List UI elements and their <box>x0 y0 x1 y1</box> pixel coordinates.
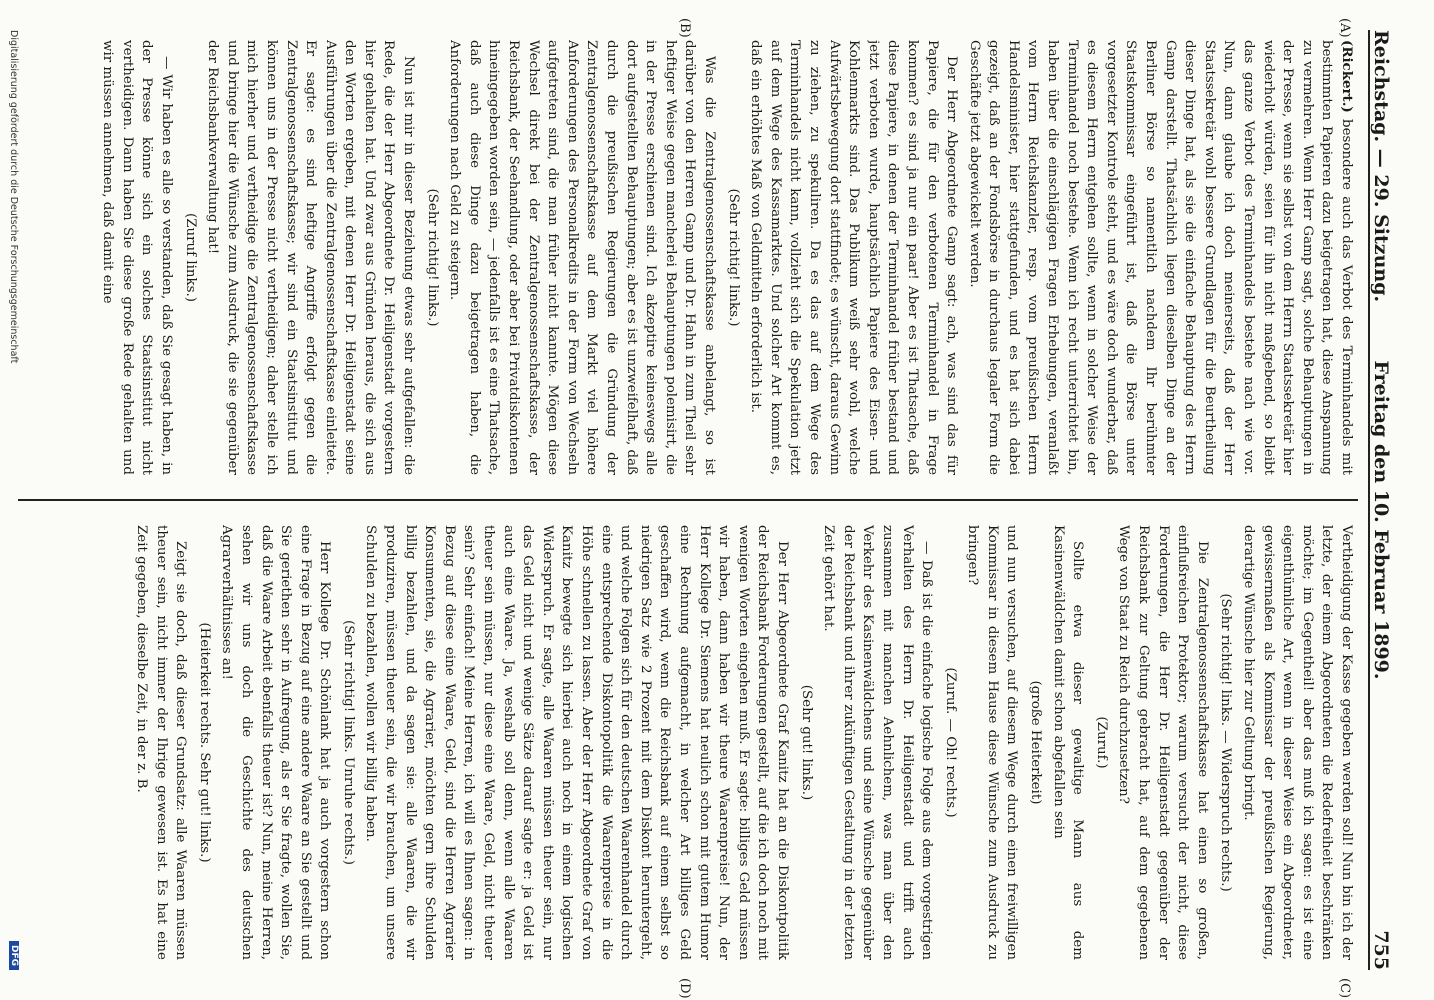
paragraph-text: besondere auch das Verbot des Terminhandels mit bestimmten Papieren dazu beigetragen hat, diese Anspannung zu vermehren. Wenn Herr Gamp sagt, solche Behauptungen in der Presse, wenn sie selbst von dem Herrn Staatssekretär hier wiederholt würden, seien für ihn nicht maßgebend, so bleibt das ganze Verbot des Terminhandels bestehe nach wie vor. Nun, dann glaube ich doch meinerseits, daß der Herr Staatssekretär wohl bessere Grundlagen für die Beurtheilung dieser Dinge hat, als sie die einfache Behauptung des Herrn Gamp darstellt. Thatsächlich liegen dieselben Dinge an der Berliner Börse so namentlich nachdem Ihr berühmter Staatskommissar eingeführt ist, daß die Börse unter vorgesetzter Kontrole steht, und es wäre doch wunderbar, daß es diesem Herrn entgehen sollte, wenn in solcher Weise der Terminhandel noch bestehe. Wenn ich recht unterrichtet bin, haben über die einschlägigen Fragen Erhebungen, veranlaßt vom Herrn Reichskanzler, resp. vom preußischen Herrn Handelsminister, hier stattgefunden, und es hat sich dabei gezeigt, daß an der Fondsbörse in durchaus legaler Form die Geschäfte jetzt abgewickelt werden. <box>966 40 1354 475</box>
paragraph: Zeigt sie doch, daß dieser Grundsatz: alle Waaren müssen theuer sein, nicht immer der Ihrige gewesen ist. Es hat eine Zeit gegeben, dieselbe Zeit, in der z. B. <box>133 525 189 960</box>
interjection: (Sehr richtig! links.) <box>725 188 741 327</box>
margin-letter-a: (A) <box>1337 18 1352 38</box>
interjection: (Heiterkeit rechts. Sehr gut! links.) <box>196 622 212 863</box>
interjection: (Sehr richtig! links. Unruhe rechts.) <box>340 620 356 865</box>
header-date: Freitag den 10. Februar 1899. <box>1370 360 1392 680</box>
paragraph: Der Herr Abgeordnete Gamp sagt: ach, was sind das für Papiere, die für den verbotenen Terminhandel in Frage kommen? es sind ja nur ein paar! Aber es ist Thatsache, daß diese Papiere, in denen der Terminhandel früher bestand und jetzt verboten wurde, hauptsächlich Papiere des Eisen- und Kohlenmarkts sind. Das Publikum weiß sehr wohl, welche Aufwärtsbewegung dort stattfindet; es wünscht, daraus Gewinn zu ziehen, zu spekuliren. Da es das auf dem Wege des Terminhandels nicht kann, vollzieht sich die Spekulation jetzt auf dem Wege des Kassamarktes. Und solcher Art kommt es, daß ein erhöhtes Maß von Geldmitteln erforderlich ist. <box>748 40 960 475</box>
paragraph: Nun ist mir in dieser Beziehung etwas sehr aufgefallen: die Rede, die der Herr Abgeordnete Dr. Heiligenstadt vorgestern hier gehalten hat. Und zwar aus Gründen heraus, die sich aus den Worten ergeben, mit denen Herr Dr. Heiligenstadt seine Ausführungen über die Zentralgenossenschaftskasse einleitete. Er sagte: es sind heftige Angriffe erfolgt gegen die Zentralgenossenschaftskasse; wir sind ein Staatsinstitut und können uns in der Presse nicht vertheidigen; daher stelle ich mich hierher und vertheidige die Zentralgenossenschaftskasse und bringe hier die Wünsche zum Ausdruck, die sie gegenüber der Reichsbankverwaltung hat! <box>205 40 417 475</box>
interjection: (Zuruf links.) <box>182 212 198 303</box>
interjection: (Sehr richtig! links.) <box>424 188 440 327</box>
paragraph: Die Zentralgenossenschaftskasse hat einen so großen, einflußreichen Protektor; warum versucht der nicht, diese Forderungen, die Herr Dr. Heiligenstadt gegenüber der Reichsbank zur Geltung gebracht hat, auf dem gegebenen Wege von Staat zu Reich durchzusetzen? <box>1116 525 1210 960</box>
interjection: (Sehr gut! links.) <box>798 684 814 801</box>
credit-text: Digitalisierung gefördert durch die Deutsche Forschungsgemeinschaft <box>8 30 20 364</box>
paragraph: und nun versuchen, auf diesem Wege durch einen freiwilligen Kommissar in diesem Hause diese Wünsche zum Ausdruck zu bringen? <box>965 525 1020 960</box>
interjection: (Sehr richtig! links. — Widerspruch rechts.) <box>1218 593 1234 892</box>
margin-letter-c: (C) <box>1337 978 1352 999</box>
right-column <box>16 525 1356 960</box>
interjection: (große Heiterkeit) <box>1028 680 1044 805</box>
paragraph: — Wir haben es alle so verstanden, daß Sie gesagt haben, in der Presse könne sich ein solches Staatsinstitut nicht vertheidigen. Dann haben Sie diese große Rede gehalten und wir müssen annehmen, daß damit eine <box>100 40 174 475</box>
paragraph: Sollte etwa dieser gewaltige Mann aus dem Kasinenwäldchen damit schon abgefallen sein <box>1050 525 1086 960</box>
dfg-logo: DFG <box>9 941 19 970</box>
speaker-name: (Rickert.) <box>1339 40 1355 113</box>
paragraph: — Daß ist die einfache logische Folge aus dem vorgestrigen Verhalten des Herrn Dr. Heiligenstadt und trifft auch zusammen mit manchen Aehnlichem, was man über den Verkehr des Kasinenwäldchens und seine Wünsche gegenüber der Reichsbank und ihrer zukünftigen Gestaltung in der letzten Zeit gehört hat. <box>821 525 935 960</box>
column-divider <box>18 499 1358 501</box>
paragraph: Was die Zentralgenossenschaftskasse anbelangt, so ist darüber von den Herren Gamp und Dr. Hahn in zum Theil sehr heftiger Weise gegen mancherlei Behauptungen polemisirt, die in der Presse erschienen sind. Ich akzeptire keineswegs alle dort aufgestellten Behauptungen; aber es ist unzweifelhaft, daß durch die preußischen Regierungen die Gründung der Zentralgenossenschaftskasse auf dem Markt viel höhere Anforderungen des Personalkredits in der Form von Wechseln aufgetreten sind, die man früher nicht kannte. Mögen diese Wechsel direkt bei der Zentralgenossenschaftskasse, der Reichsbank, der Seehandlung, oder aber bei Privatdiskontenen hineingegeben worden sein, — jedenfalls ist es eine Thatsache, daß auch diese Dinge dazu beigetragen haben, die Anforderungen nach Geld zu steigern. <box>447 40 717 475</box>
page-number: 755 <box>1370 930 1392 970</box>
margin-letter-b: (B) <box>677 18 692 38</box>
left-column <box>16 40 1356 475</box>
digitization-credit <box>6 30 22 970</box>
paragraph: Herr Kollege Dr. Schönlank hat ja auch vorgestern schon eine Frage in Bezug auf eine andere Waare an Sie gestellt und Sie geriethen sehr in Aufregung, als er Sie fragte, wollen Sie, daß die Waare Arbeit ebenfalls theuer ist? Nun, meine Herren, sehen wir uns doch die Geschichte des deutschen Agrarverhältnisses an! <box>219 525 333 960</box>
paragraph: Vertheidigung der Kasse gegeben werden soll! Nun bin ich der letzte, der einem Abgeordneten die Redefreiheit beschränken möchte; im Gegentheil! aber das muß ich sagen: es ist eine eigenthümliche Art, wenn in dieser Weise ein Abgeordneter, gewissermaßen als Kommissar der preußischen Regierung, derartige Wünsche hier zur Geltung bringt. <box>1241 525 1354 960</box>
interjection: (Zuruf.) <box>1093 716 1109 769</box>
interjection: (Zuruf. — Oh! rechts.) <box>942 667 958 818</box>
paragraph <box>964 40 1356 475</box>
header-session: Reichstag. — 29. Sitzung. <box>1370 30 1392 303</box>
margin-letter-d: (D) <box>677 978 692 999</box>
paragraph: Der Herr Abgeordnete Graf Kanitz hat an die Diskontpolitik der Reichsbank Forderungen gestellt, auf die ich doch noch mit wenigen Worten eingehen muß. Er sagte: billiges Geld müssen wir haben, dann haben wir theure Waarenpreise! Nun, der Herr Kollege Dr. Siemens hat neulich schon mit gutem Humor eine Rechnung aufgemacht, in welcher Art billiges Geld geschaffen wird, wenn die Reichsbank auf einem selbst so niedrigen Satz wie 2 Prozent mit dem Diskont heruntergeht, und welche Folgen sich für den deutschen Waarenhandel durch eine entsprechende Diskontopolitik die Waarenpreise in die Höhe schnellen zu lassen. Aber der Herr Abgeordnete Graf von Kanitz bewegte sich hierbei auch noch in einem logischen Widerspruch. Er sagte, alle Waaren müssen theuer sein, nur das Geld nicht und wenige Sätze darauf sagte er: ja Geld ist auch eine Waare. Ja, weshalb soll denn, wenn alle Waaren theuer sein müssen, nur diese eine Waare, Geld, nicht theuer sein? Sehr einfach! Meine Herren, ich will es Ihnen sagen: in Bezug auf diese eine Waare, Geld, sind die Herren Agrarier Konsumenten, sie, die Agrarier, möchten gern ihre Schulden billig bezahlen, und da sagen sie: alle Waaren, die wir produziren, müssen theuer sein, die wir brauchen, um unsere Schulden zu bezahlen, wollen wir billig haben. <box>363 525 790 960</box>
running-head <box>1368 30 1404 970</box>
